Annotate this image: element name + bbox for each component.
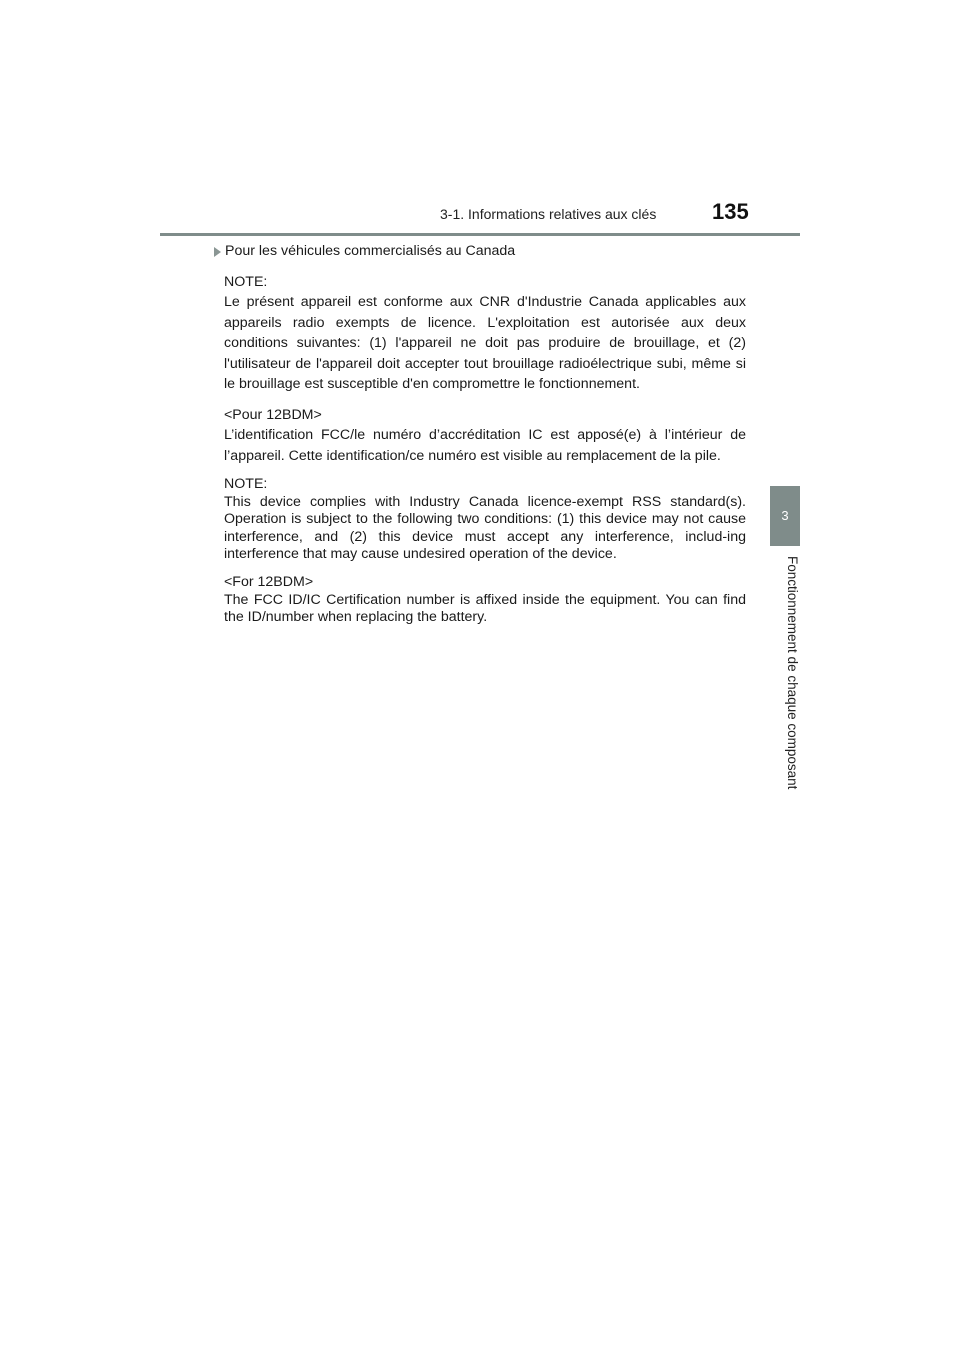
fr-model-paragraph [224,405,746,467]
fr-note-body: Le présent appareil est conforme aux CNR d'Industrie Canada applicables aux appareils radio exempts de licence. L'exploitation est autorisée aux deux conditions suivantes: (1) l'appareil ne doit pas produire de brouillage, et (2) l'utilisateur de l'appareil doit accepter tout brouillage radioélectrique subi, même si le brouillage est susceptible d'en compromettre le fonctionnement. [224,294,746,392]
page-content [224,242,746,637]
fr-model-body: L’identification FCC/le numéro d’accréditation IC est apposé(e) à l’intérieur de l’appareil. Cette identification/ce numéro est visible au remplacement de la pile. [224,427,746,464]
fr-note-paragraph [224,272,746,395]
page-number: 135 [712,199,749,224]
en-model-body: The FCC ID/IC Certification number is affixed inside the equipment. You can find the ID/number when replacing the battery. [224,591,746,626]
en-model-title: <For 12BDM> [224,573,314,590]
bullet-heading [224,242,746,262]
bullet-heading-text: Pour les véhicules commercialisés au Canada [225,243,516,259]
en-note-title: NOTE: [224,476,268,492]
en-note-paragraph [224,476,746,564]
en-note-body: This device complies with Industry Canada licence-exempt RSS standard(s). Operation is subject to the following two conditions: (1) this device may not cause interference, and (2) this device must accept any interference, includ-ing interference that may cause undesired operation of the device. [224,493,746,563]
chapter-tab: 3 [770,486,800,546]
triangle-bullet-icon [214,247,221,257]
chapter-tab-label: Fonctionnement de chaque composant [785,556,800,790]
header-divider [160,233,800,236]
fr-model-title: <Pour 12BDM> [224,406,322,423]
section-title: 3-1. Informations relatives aux clés [440,206,657,222]
fr-note-title: NOTE: [224,273,268,290]
en-model-paragraph [224,574,746,627]
